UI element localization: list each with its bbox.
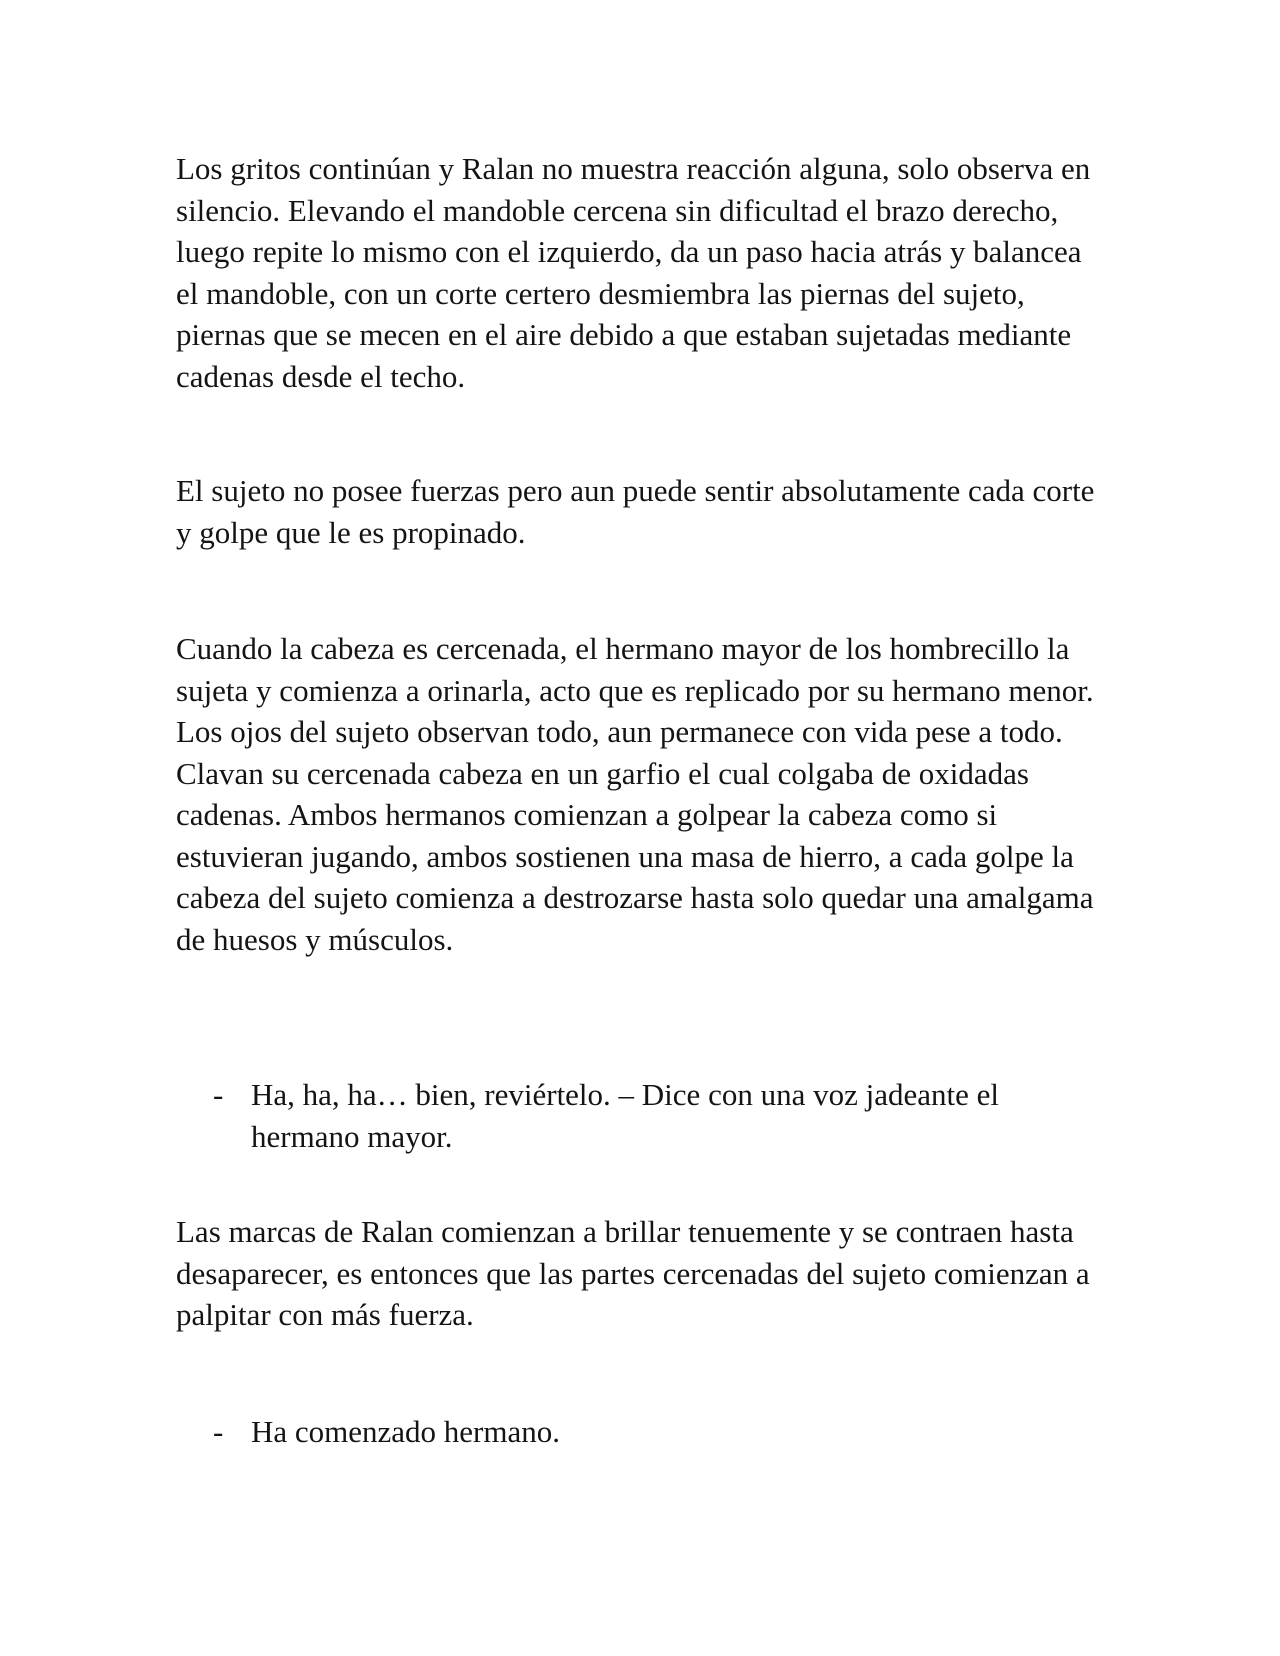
dialogue-dash: - (213, 1414, 224, 1449)
paragraph: Las marcas de Ralan comienzan a brillar tenuemente y se contraen hasta desaparecer, es entonces que las partes cercenadas del sujeto comienzan a palpitar con más fuerza. (176, 1214, 1090, 1332)
paragraph: Los gritos continúan y Ralan no muestra reacción alguna, solo observa en silencio. Elevando el mandoble cercena sin dificultad el brazo derecho, luego repite lo mismo con el izquierdo, da un paso hacia atrás y balancea el mandoble, con un corte certero desmiembra las piernas del sujeto, piernas que se mecen en el aire debido a que estaban sujetadas mediante cadenas desde el techo. (176, 151, 1091, 394)
paragraph: Cuando la cabeza es cercenada, el hermano mayor de los hombrecillo la sujeta y comienza a orinarla, acto que es replicado por su hermano menor. Los ojos del sujeto observan todo, aun permanece con vida pese a todo. Clavan su cercenada cabeza en un garfio el cual colgaba de oxidadas cadenas. Ambos hermanos comienzan a golpear la cabeza como si estuvieran jugando, ambos sostienen una masa de hierro, a cada golpe la cabeza del sujeto comienza a destrozarse hasta solo quedar una amalgama de huesos y músculos. (176, 631, 1094, 957)
dialogue-text: Ha comenzado hermano. (251, 1414, 561, 1449)
dialogue-dash: - (213, 1077, 224, 1112)
dialogue-line (176, 1074, 1106, 1157)
dialogue-line (176, 1411, 1106, 1453)
paragraph: El sujeto no posee fuerzas pero aun puede sentir absolutamente cada corte y golpe que le es propinado. (176, 473, 1095, 550)
dialogue-text: Ha, ha, ha… bien, reviértelo. – Dice con una voz jadeante el hermano mayor. (251, 1077, 999, 1154)
